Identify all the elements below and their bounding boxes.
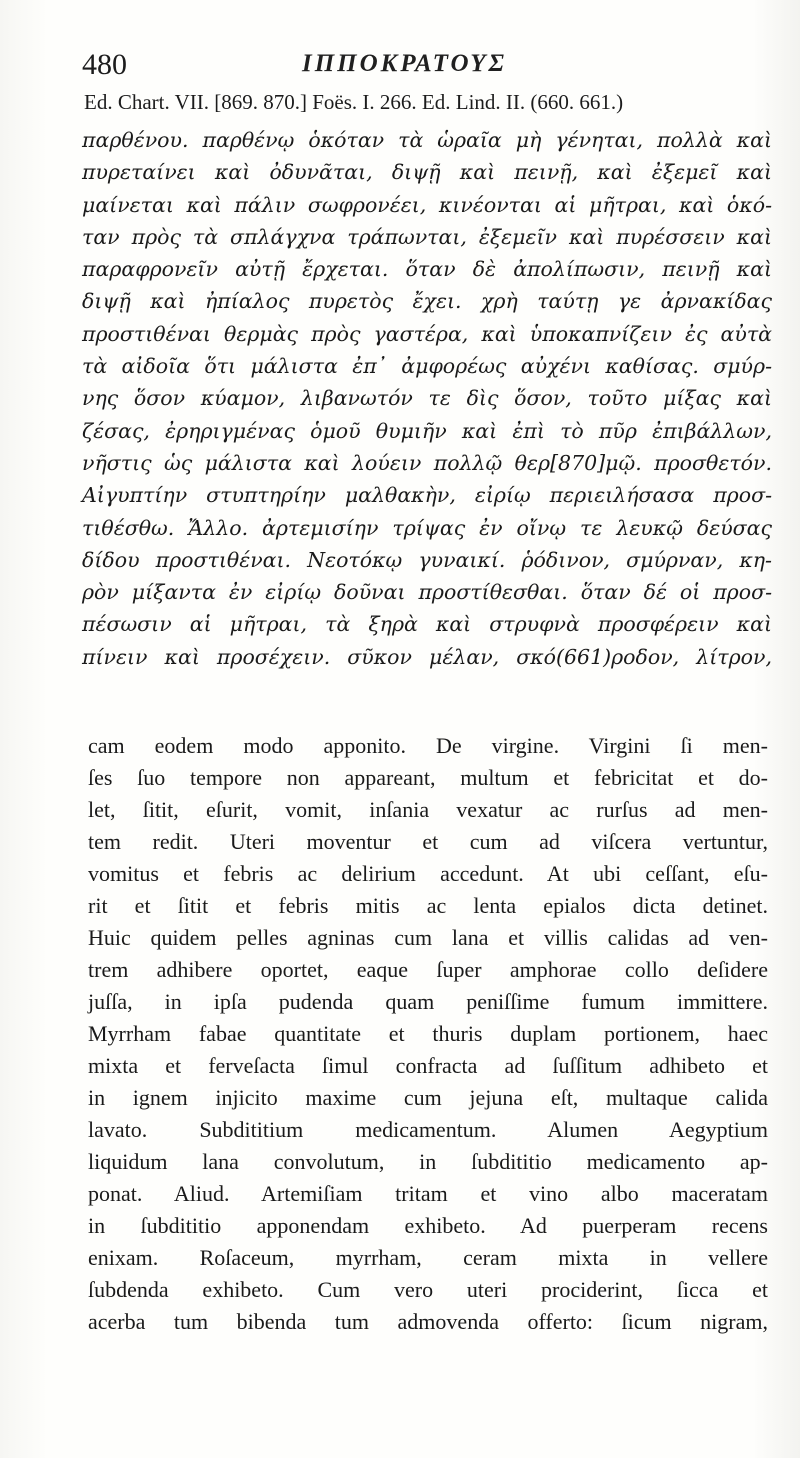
latin-line: enixam. Roſaceum, myrrham, ceram mixta in vellere — [88, 1245, 768, 1270]
greek-line: πίνειν καὶ προσέχειν. σῦκον μέλαν, σκό(661)ροδον, λίτρον, — [82, 644, 772, 669]
latin-text-block — [88, 730, 768, 1338]
latin-line: in ſubdititio apponendam exhibeto. Ad puerperam recens — [88, 1213, 768, 1238]
latin-line: acerba tum bibenda tum admovenda offerto: ſicum nigram, — [88, 1309, 768, 1334]
latin-line: ſubdenda exhibeto. Cum vero uteri prociderint, ſicca et — [88, 1277, 768, 1302]
greek-line: ταν πρὸς τὰ σπλάγχνα τράπωνται, ἐξεμεῖν καὶ πυρέσσειν καὶ — [82, 224, 772, 249]
latin-line: juſſa, in ipſa pudenda quam peniſſime fumum immittere. — [88, 989, 768, 1014]
greek-line: Αἰγυπτίην στυπτηρίην μαλθακὴν, εἰρίῳ περιειλήσασα προσ- — [82, 483, 772, 508]
greek-line: δίδου προστιθέναι. Νεοτόκῳ γυναικί. ῥόδινον, σμύρναν, κη- — [82, 547, 772, 572]
greek-line: παραφρονεῖν αὐτῇ ἔρχεται. ὅταν δὲ ἀπολίπωσιν, πεινῇ καὶ — [82, 257, 772, 282]
greek-line: ζέσας, ἐρηριγμένας ὁμοῦ θυμιῆν καὶ ἐπὶ τὸ πῦρ ἐπιβάλλων, — [82, 418, 772, 443]
greek-line: παρθένου. παρθένῳ ὁκόταν τὰ ὡραῖα μὴ γένηται, πολλὰ καὶ — [82, 128, 772, 152]
running-head — [82, 48, 762, 88]
latin-line: mixta et ferveſacta ſimul confracta ad ſuſſitum adhibeto et — [88, 1053, 768, 1078]
page-number: 480 — [82, 48, 127, 81]
edition-references: Ed. Chart. VII. [869. 870.] Foës. I. 266. Ed. Lind. II. (660. 661.) — [84, 90, 624, 114]
greek-line: νῆστις ὡς μάλιστα καὶ λούειν πολλῷ θερ[870]μῷ. προσθετόν. — [82, 450, 772, 475]
latin-line: Myrrham fabae quantitate et thuris duplam portionem, haec — [88, 1021, 768, 1046]
latin-line: ſes ſuo tempore non appareant, multum et febricitat et do- — [88, 765, 768, 790]
greek-line: ρὸν μίξαντα ἐν εἰρίῳ δοῦναι προστίθεσθαι. ὅταν δέ οἱ προσ- — [82, 580, 772, 605]
greek-line: πυρεταίνει καὶ ὀδυνᾶται, διψῇ καὶ πεινῇ, καὶ ἐξεμεῖ καὶ — [82, 160, 772, 185]
latin-line: ponat. Aliud. Artemiſiam tritam et vino albo maceratam — [88, 1181, 768, 1206]
greek-text-block — [82, 124, 772, 673]
latin-line: vomitus et febris ac delirium accedunt. At ubi ceſſant, eſu- — [88, 861, 768, 886]
greek-line: τὰ αἰδοῖα ὅτι μάλιστα ἐπ᾽ ἀμφορέως αὐχένι καθίσας. σμύρ- — [82, 354, 772, 379]
latin-line: Huic quidem pelles agninas cum lana et villis calidas ad ven- — [88, 925, 768, 950]
greek-line: πέσωσιν αἱ μῆτραι, τὰ ξηρὰ καὶ στρυφνὰ προσφέρειν καὶ — [82, 612, 772, 637]
latin-line: lavato. Subdititium medicamentum. Alumen Aegyptium — [88, 1117, 768, 1142]
latin-line: trem adhibere oportet, eaque ſuper amphorae collo deſidere — [88, 957, 768, 982]
latin-line: rit et ſitit et febris mitis ac lenta epialos dicta detinet. — [88, 893, 768, 918]
latin-line: in ignem injicito maxime cum jejuna eſt, multaque calida — [88, 1085, 768, 1110]
greek-line: προστιθέναι θερμὰς πρὸς γαστέρα, καὶ ὑποκαπνίζειν ἐς αὐτὰ — [82, 321, 772, 346]
latin-line: let, ſitit, eſurit, vomit, inſania vexatur ac rurſus ad men- — [88, 797, 768, 822]
running-title: ΙΠΠΟΚΡΑΤΟΥΣ — [302, 50, 507, 77]
greek-line: νης ὅσον κύαμον, λιβανωτόν τε δὶς ὅσον, τοῦτο μίξας καὶ — [82, 386, 772, 411]
greek-line: μαίνεται καὶ πάλιν σωφρονέει, κινέονται αἱ μῆτραι, καὶ ὁκό- — [82, 192, 772, 217]
greek-line: διψῇ καὶ ἠπίαλος πυρετὸς ἔχει. χρὴ ταύτῃ γε ἀρνακίδας — [82, 289, 772, 314]
latin-line: tem redit. Uteri moventur et cum ad viſcera vertuntur, — [88, 829, 768, 854]
latin-line: liquidum lana convolutum, in ſubdititio medicamento ap- — [88, 1149, 768, 1174]
greek-line: τιθέσθω. Ἄλλο. ἀρτεμισίην τρίψας ἐν οἴνῳ τε λευκῷ δεύσας — [82, 515, 772, 540]
latin-line: cam eodem modo apponito. De virgine. Virgini ſi men- — [88, 733, 768, 758]
